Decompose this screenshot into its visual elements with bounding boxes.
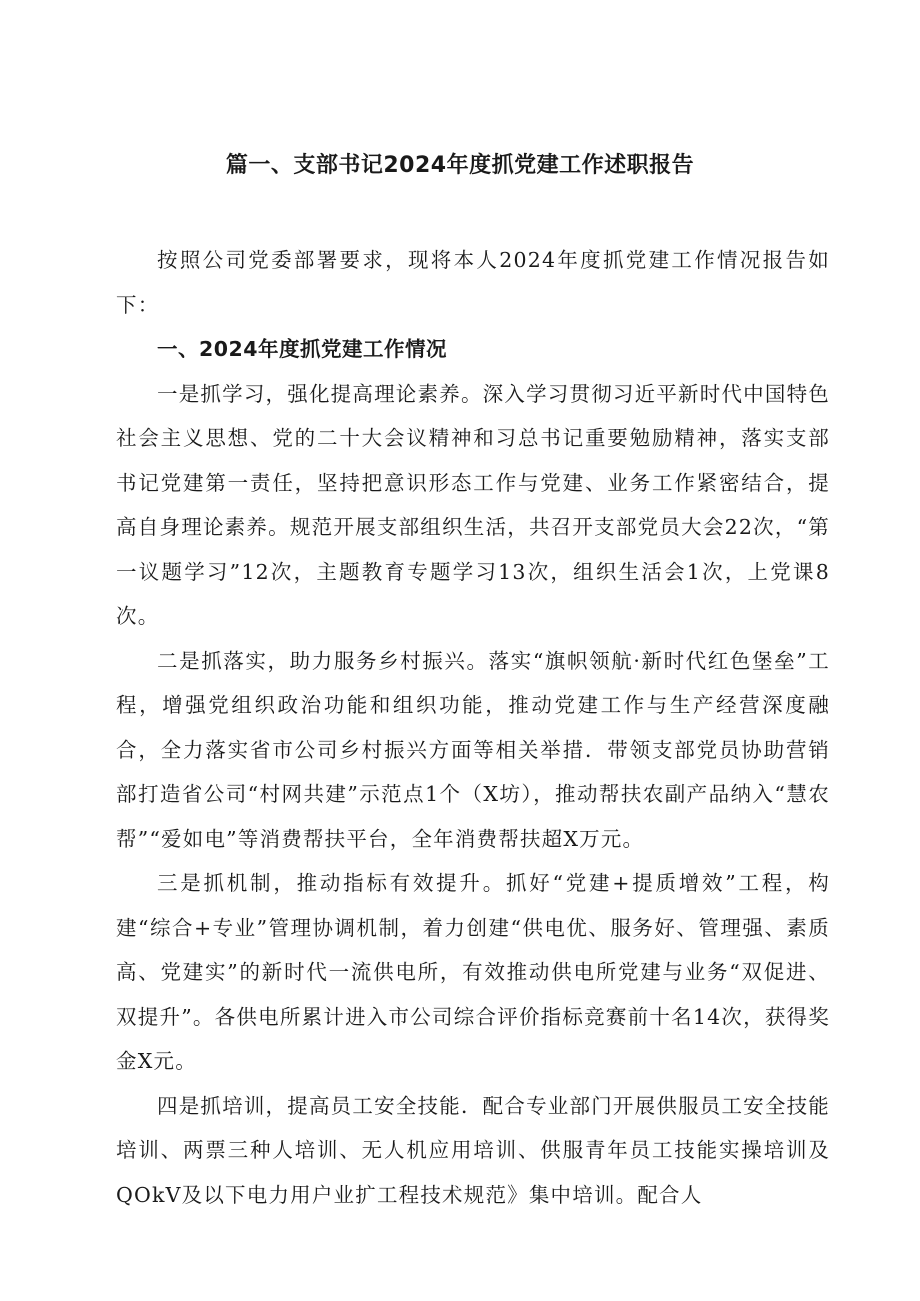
- paragraph-implementation: 二是抓落实，助力服务乡村振兴。落实“旗帜领航·新时代红色堡垒”工程，增强党组织政治功能和组织功能，推动党建工作与生产经营深度融合，全力落实省市公司乡村振兴方面等相关举措．带领支部党员协助营销部打造省公司“村网共建”示范点1个（X坊），推动帮扶农副产品纳入“慧农帮”“爱如电”等消费帮扶平台，全年消费帮扶超X万元。: [116, 648, 830, 851]
- document-body: [116, 238, 830, 1217]
- page-title: 篇一、支部书记2024年度抓党建工作述职报告: [225, 153, 695, 178]
- section-heading: 一、2024年度抓党建工作情况: [157, 337, 448, 361]
- paragraph-training: 四是抓培训，提高员工安全技能．配合专业部门开展供服员工安全技能培训、两票三种人培训、无人机应用培训、供服青年员工技能实操培训及QOkV及以下电力用户业扩工程技术规范》集中培训。配合人: [116, 1093, 830, 1207]
- paragraph-mechanism: 三是抓机制，推动指标有效提升。抓好“党建+提质增效”工程，构建“综合+专业”管理协调机制，着力创建“供电优、服务好、管理强、素质高、党建实”的新时代一流供电所，有效推动供电所党建与业务“双促进、双提升”。各供电所累计进入市公司综合评价指标竞赛前十名14次，获得奖金X元。: [116, 871, 830, 1073]
- paragraph-study: 一是抓学习，强化提高理论素养。深入学习贯彻习近平新时代中国特色社会主义思想、党的二十大会议精神和习总书记重要勉励精神，落实支部书记党建第一责任，坚持把意识形态工作与党建、业务工作紧密结合，提高自身理论素养。规范开展支部组织生活，共召开支部党员大会22次，“第一议题学习”12次，主题教育专题学习13次，组织生活会1次，上党课8次。: [116, 381, 830, 628]
- intro-paragraph: 按照公司党委部署要求，现将本人2024年度抓党建工作情况报告如下：: [116, 248, 830, 317]
